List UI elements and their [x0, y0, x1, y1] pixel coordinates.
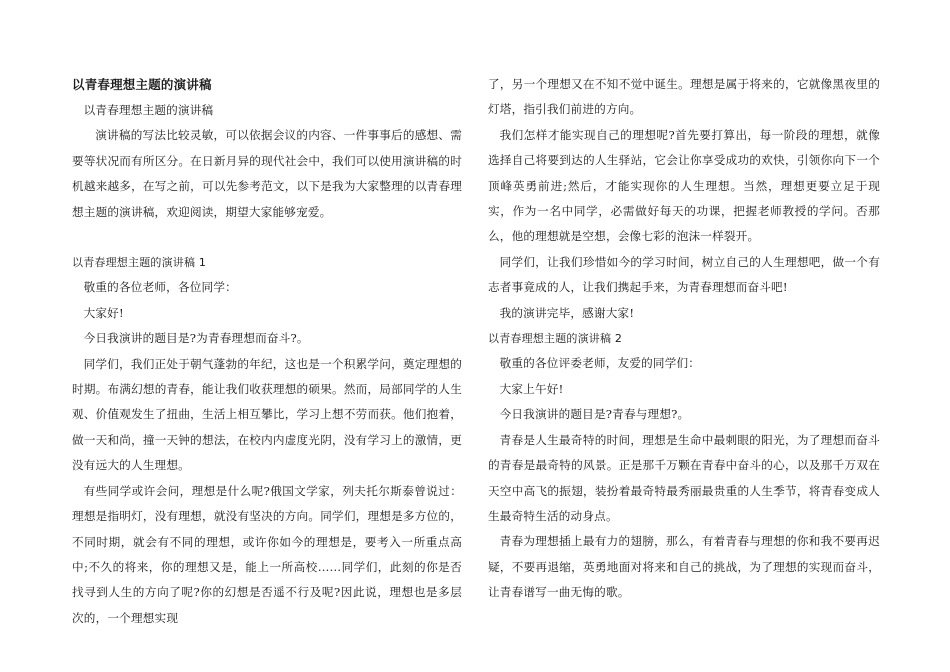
r-paragraph-1: 我们怎样才能实现自己的理想呢?首先要打算出，每一阶段的理想，就像选择自己将要到达的人生驿站，它会让你享受成功的欢快，引领你向下一个顶峰英勇前进;然后，才能实现你的人生理想。当然，理想更要立足于现实，作为一名中同学，必需做好每天的功课，把握老师教授的学问。否那么，他的理想就是空想，会像七彩的泡沫一样裂开。 [488, 127, 880, 244]
blank-line [72, 225, 462, 250]
r-thanks: 我的演讲完毕，感谢大家! [499, 305, 635, 320]
s1-paragraph-1: 同学们，我们正处于朝气蓬勃的年纪，这也是一个积累学问，奠定理想的时期。布满幻想的青春，能让我们收获理想的硕果。然而，局部同学的人生观、价值观发生了扭曲，生活上相互攀比，学习上想不劳而获。他们抱着，做一天和尚，撞一天钟的想法，在校内内虚度光阴，没有学习上的激情，更没有远大的人生理想。 [72, 356, 462, 473]
r-paragraph-2: 同学们，让我们珍惜如今的学习时间，树立自己的人生理想吧，做一个有志者事竟成的人，让我们携起手来，为青春理想而奋斗吧! [488, 254, 880, 295]
s1-paragraph-2: 有些同学或许会问，理想是什么呢?俄国文学家，列夫托尔斯泰曾说过：理想是指明灯，没有理想，就没有坚决的方向。同学们，理想是多方位的，不同时期，就会有不同的理想，或许你如今的理想是，要考入一所重点高中;不久的将来，你的理想又是，能上一所高校……同学们，此刻的你是否找寻到人生的方向了呢?你的幻想是否遥不行及呢?因此说，理想也是多层次的，一个理想实现 [72, 483, 462, 625]
intro-paragraph: 演讲稿的写法比较灵敏，可以依据会议的内容、一件事事后的感想、需要等状况而有所区分。在日新月异的现代社会中，我们可以使用演讲稿的时机越来越多，在写之前，可以先参考范文，以下是我为大家整理的以青春理想主题的演讲稿，欢迎阅读，期望大家能够宠爱。 [72, 128, 462, 219]
subtitle: 以青春理想主题的演讲稿 [83, 103, 214, 117]
s1-greeting: 敬重的各位老师，各位同学： [83, 280, 237, 295]
s2-greeting: 敬重的各位评委老师，友爱的同学们： [499, 356, 701, 371]
section-2-heading: 以青春理想主题的演讲稿 2 [488, 332, 623, 346]
r-paragraph-0: 了，另一个理想又在不知不觉中诞生。理想是属于将来的，它就像黑夜里的灯塔，指引我们前进的方向。 [488, 77, 880, 117]
s2-paragraph-1: 青春是人生最奇特的时间，理想是生命中最刺眼的阳光，为了理想而奋斗的青春是最奇特的风景。正是那千万颗在青春中奋斗的心，以及那千万双在天空中高飞的振翅，装扮着最奇特最秀丽最贵重的人生季节，将青春变成人生最奇特生活的动身点。 [488, 432, 880, 523]
left-column [72, 72, 462, 631]
s1-hello: 大家好! [83, 305, 124, 320]
s1-topic: 今日我演讲的题目是?为青春理想而奋斗?。 [83, 331, 309, 346]
document-title: 以青春理想主题的演讲稿 [72, 77, 212, 92]
section-1-heading: 以青春理想主题的演讲稿 1 [72, 256, 207, 270]
s2-topic: 今日我演讲的题目是?青春与理想?。 [499, 407, 690, 422]
s2-paragraph-2: 青春为理想插上最有力的翅膀，那么，有着青春与理想的你和我不要再迟疑，不要再退缩，英勇地面对将来和自己的挑战，为了理想的实现而奋斗，让青春谱写一曲无悔的歌。 [488, 534, 880, 600]
s2-hello: 大家上午好! [499, 381, 564, 396]
right-column [488, 72, 880, 606]
